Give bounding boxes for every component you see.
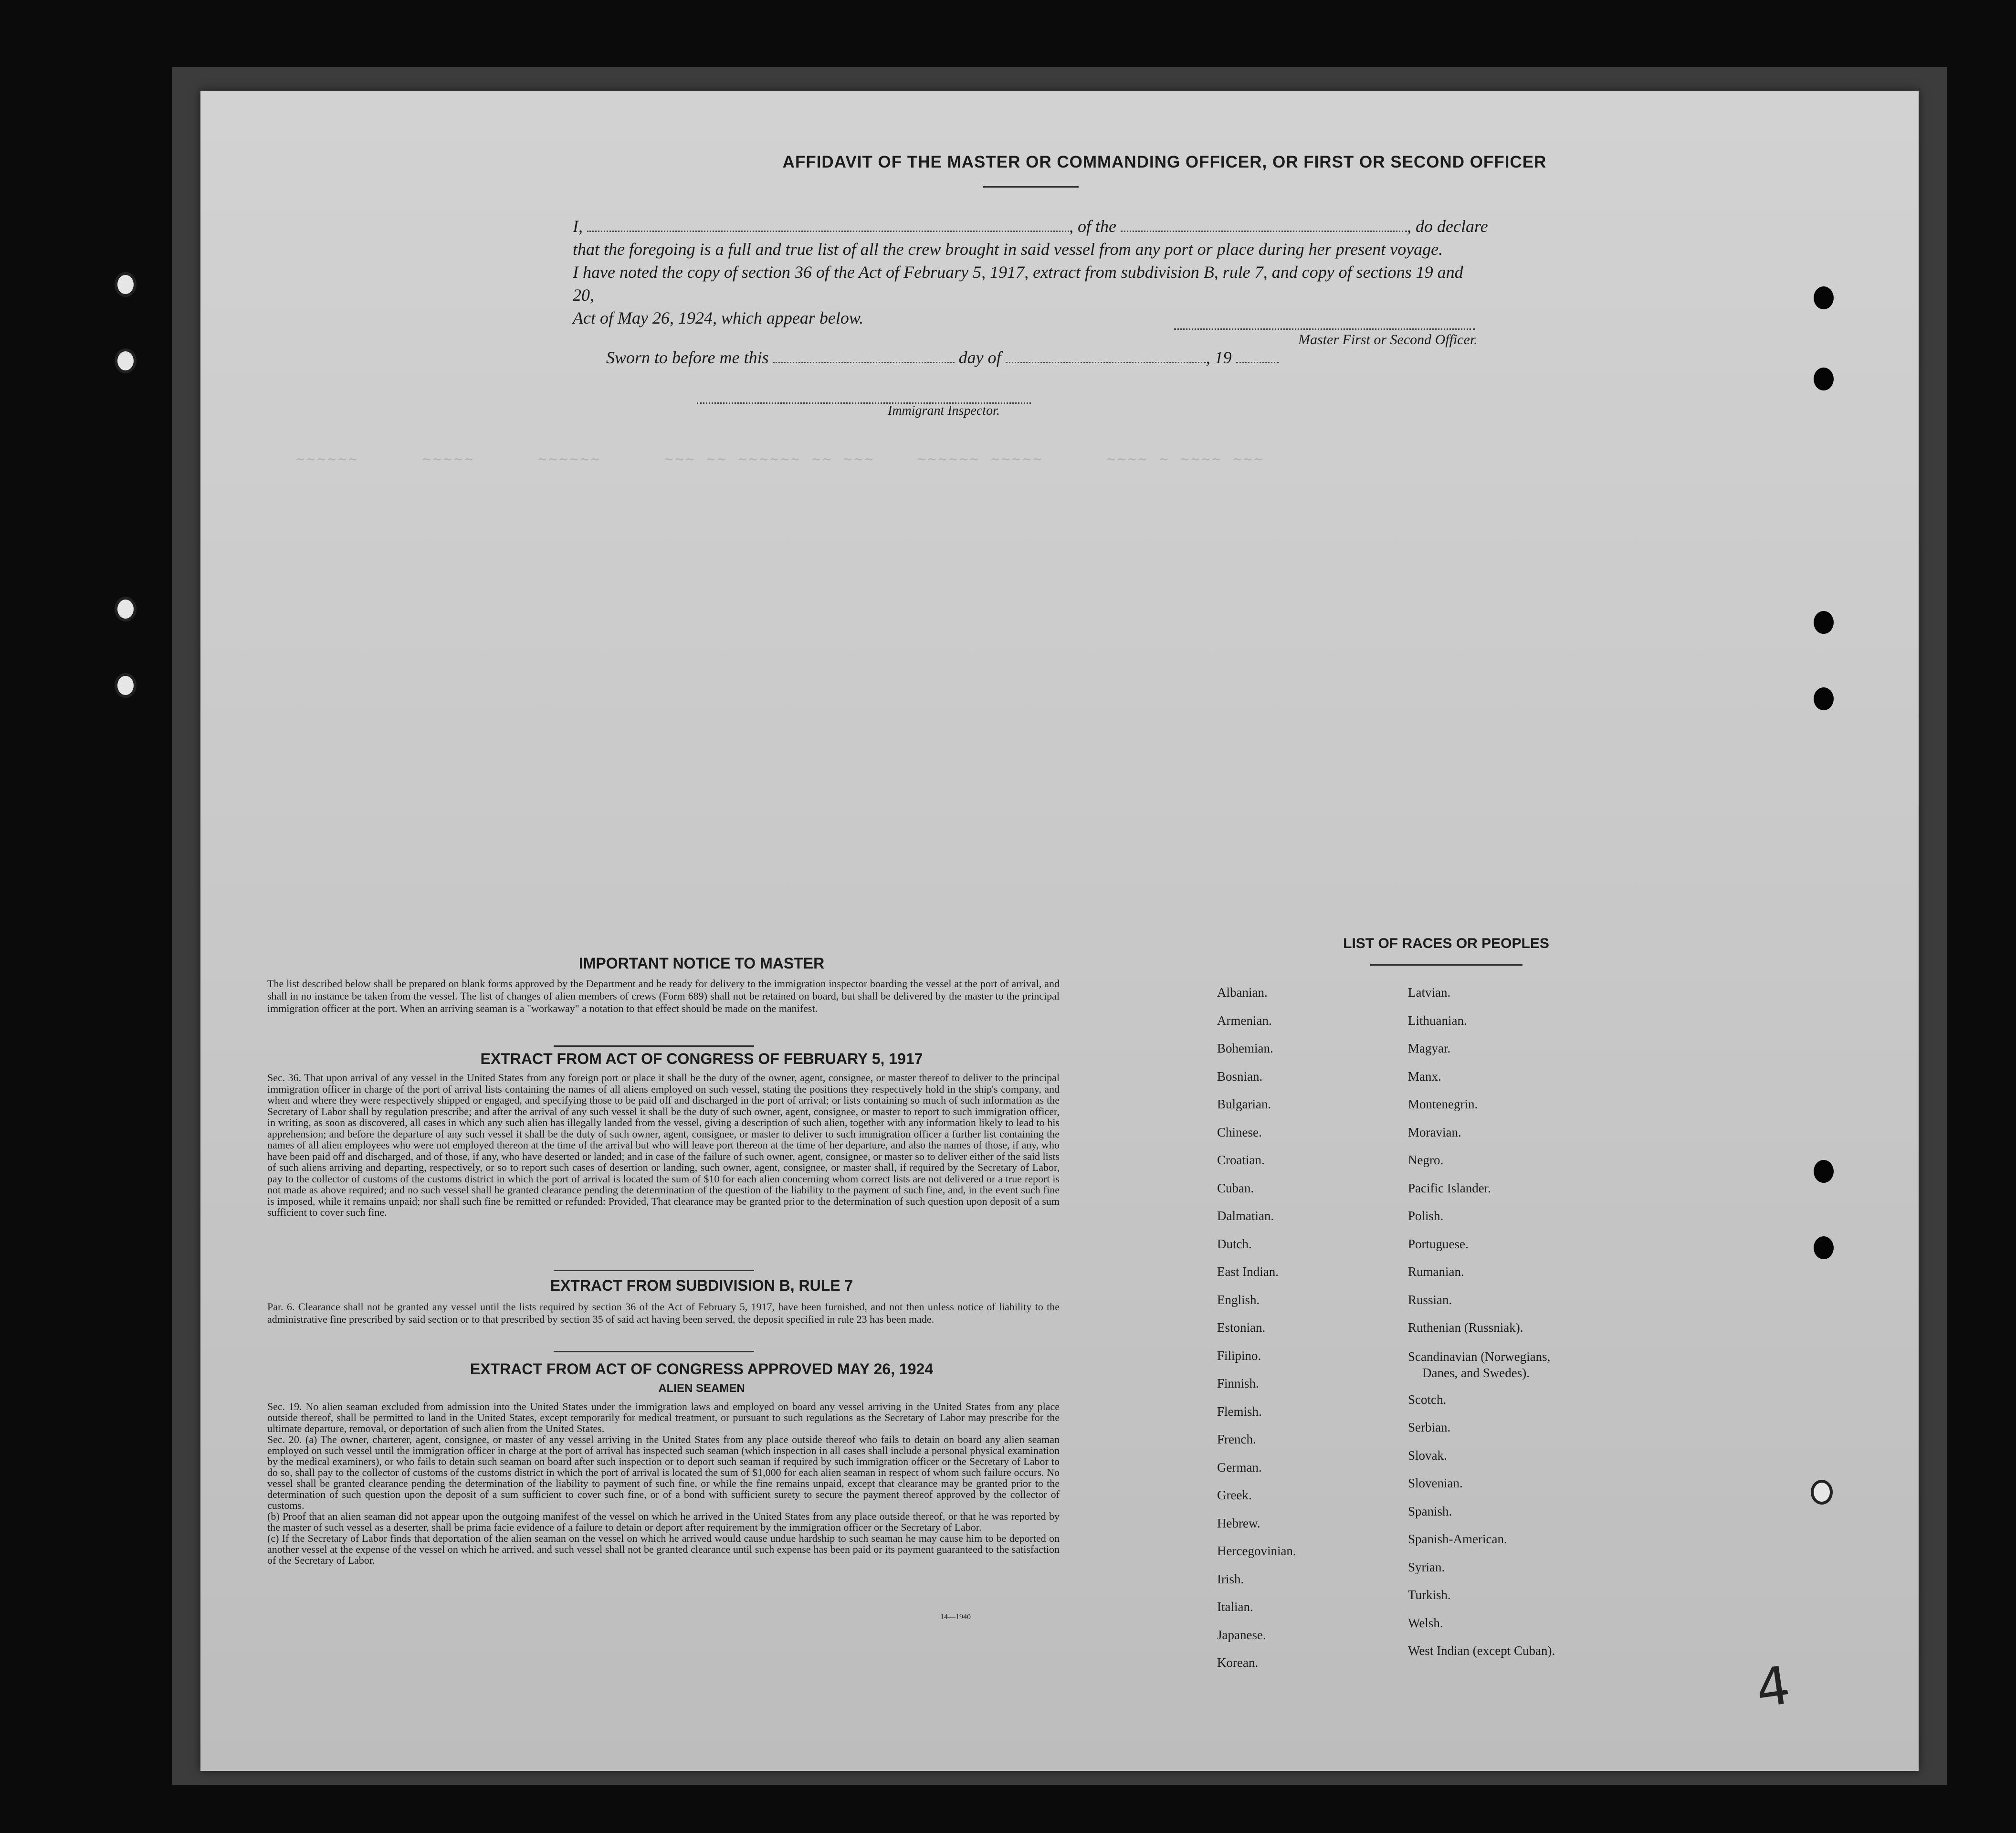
races-left-column (1217, 979, 1296, 1677)
punch-hole (1814, 286, 1834, 309)
race-item: Dalmatian. (1217, 1209, 1274, 1223)
race-item: Greek. (1217, 1488, 1252, 1502)
race-item: Dutch. (1217, 1236, 1252, 1251)
section-20c-text: (c) If the Secretary of Labor finds that deportation of the alien seaman on the vessel on which he arrived would cause undue hardship to such seaman he may cause him to be deported on another vessel at the expense of the vessel on which he arrived, and such vessel shall not be granted clearance until such expense has been paid or its payment guaranteed to the satisfaction of the Secretary of Labor. (267, 1532, 1060, 1566)
punch-hole (1814, 687, 1834, 710)
punch-hole (115, 272, 136, 297)
declarant-prefix: I, (573, 217, 583, 236)
race-item: Flemish. (1217, 1404, 1262, 1419)
punch-hole (1814, 368, 1834, 390)
race-item: Irish. (1217, 1571, 1244, 1586)
sworn-line (606, 348, 1279, 368)
race-item: Portuguese. (1408, 1236, 1469, 1251)
race-item: Filipino. (1217, 1348, 1261, 1363)
race-item: Slovenian. (1408, 1476, 1463, 1490)
race-item: Cuban. (1217, 1180, 1254, 1195)
section-20a-text: Sec. 20. (a) The owner, charterer, agent, consignee, or master of any vessel arriving in the United States from any place outside thereof who fails to detain on board any alien seaman employed on such vessel until the immigration officer in charge at the port of arrival has inspected such seaman (which inspection in all cases shall include a personal physical examination by the medical examiners), or who fails to detain such seaman on board after such inspection or to deport such seaman if required by such immigration officer or the Secretary of Labor to do so, shall pay to the collector of customs of the customs district in which the port of arrival is located the sum of $1,000 for each alien seaman in respect of whom such failure occurs. No vessel shall be granted clearance pending the determination of the liability to payment of such fine, or while the fine remains unpaid, except that clearance may be granted prior to the determination of such question upon the deposit of a sum sufficient to cover such fine, or of a bond with sufficient surety to secure the payment thereof approved by the collector of customs. (267, 1433, 1060, 1511)
master-signature-field[interactable] (1174, 315, 1475, 330)
race-item: Scotch. (1408, 1392, 1447, 1407)
race-item: Chinese. (1217, 1125, 1262, 1139)
sworn-month-field[interactable] (1006, 348, 1206, 363)
race-item: Italian. (1217, 1600, 1253, 1614)
race-item: Bosnian. (1217, 1069, 1263, 1084)
race-item: West Indian (except Cuban). (1408, 1643, 1555, 1658)
punch-hole (1814, 1236, 1834, 1259)
extract-1917-title: EXTRACT FROM ACT OF CONGRESS OF FEBRUARY 5, 1917 (480, 1050, 923, 1067)
declarant-name-field[interactable] (587, 217, 1069, 232)
notice-divider (554, 1045, 754, 1047)
handwritten-page-number: 4 (1752, 1654, 1794, 1720)
vessel-name-field[interactable] (1121, 217, 1407, 232)
of-the-text: , of the (1069, 217, 1116, 236)
race-item: Slovak. (1408, 1448, 1447, 1463)
race-item: Hebrew. (1217, 1516, 1260, 1530)
race-item: Spanish-American. (1408, 1532, 1507, 1546)
race-item: Croatian. (1217, 1153, 1265, 1167)
race-item: Albanian. (1217, 985, 1268, 1000)
form-number: 14—1940 (940, 1613, 971, 1621)
race-item: Welsh. (1408, 1615, 1443, 1630)
race-item: Montenegrin. (1408, 1097, 1478, 1111)
race-item: Estonian. (1217, 1320, 1266, 1335)
race-item: English. (1217, 1292, 1260, 1307)
declaration-line (573, 215, 1488, 238)
extract-1917-text: Sec. 36. That upon arrival of any vessel in the United States from any foreign port or place it shall be the duty of the owner, agent, consignee, or master thereof to deliver to the principal immigration officer in charge of the port of arrival lists containing the names of all aliens employed on such vessel, stating the positions they respectively hold in the ship's company, and when and where they were respectively shipped or engaged, and specifying those to be paid off and discharged in the port of arrival; or lists containing so much of such information as the Secretary of Labor shall by regulation prescribe; and after the arrival of any such vessel it shall be the duty of such owner, agent, consignee, or master to report to such immigration officer, in writing, as soon as discovered, all cases in which any such alien has illegally landed from the vessel, giving a description of such alien, together with any information likely to lead to his apprehension; and before the departure of any such vessel it shall be the duty of such owner, agent, consignee, or master to deliver to such immigration officer a further list containing the names of all alien employees who were not employed thereon at the time of the arrival but who will leave port thereon at the time of her departure, and also the names of those, if any, who have been paid off and discharged, and of those, if any, who have deserted or landed; and in case of the failure of such owner, agent, consignee, or master so to deliver either of the said lists of such aliens arriving and departing, respectively, or so to report such cases of desertion or landing, such owner, agent, consignee, or master shall, if required by the Secretary of Labor, pay to the collector of customs of the customs district in which the port of arrival is located the sum of $10 for each alien concerning whom correct lists are not delivered or a true report is not made as above required; and no such vessel shall be granted clearance pending the determination of the question of the liability to the payment of such fine, and, in the event such fine is imposed, while it remains unpaid; nor shall such fine be remitted or refunded: Provided, That clearance may be granted prior to the determination of such question upon deposit of a sum sufficient to cover such fine. (267, 1072, 1060, 1218)
punch-hole (115, 597, 136, 622)
title-divider (983, 186, 1079, 188)
punch-hole (1811, 1480, 1833, 1505)
race-item: Serbian. (1408, 1420, 1451, 1434)
race-item: Moravian. (1408, 1125, 1461, 1139)
race-item: Pacific Islander. (1408, 1180, 1491, 1195)
notice-title: IMPORTANT NOTICE TO MASTER (578, 955, 825, 972)
race-item: Scandinavian (Norwegians, (1408, 1349, 1551, 1364)
inspector-signature-label: Immigrant Inspector. (888, 403, 1000, 418)
race-item: Lithuanian. (1408, 1013, 1467, 1028)
race-item: Korean. (1217, 1655, 1259, 1670)
inspector-signature-field[interactable] (697, 389, 1031, 404)
punch-hole (1814, 1160, 1834, 1183)
year-prefix-text: , 19 (1206, 348, 1232, 367)
races-title: LIST OF RACES OR PEOPLES (1343, 936, 1549, 951)
extract-1924-subtitle: ALIEN SEAMEN (658, 1382, 745, 1395)
race-item: Rumanian. (1408, 1264, 1464, 1279)
extract-1924-sections (267, 1401, 1060, 1566)
punch-hole (115, 348, 136, 373)
extract-1924-title: EXTRACT FROM ACT OF CONGRESS APPROVED MAY 26, 1924 (470, 1360, 934, 1378)
race-item: Negro. (1408, 1153, 1444, 1167)
notice-text: The list described below shall be prepared on blank forms approved by the Department and be ready for delivery to the immigration inspector boarding the vessel at the port of arrival, and shall in no instance be taken from the vessel. The list of changes of alien members of crews (Form 689) shall not be retained on board, but shall be delivered by the master to the principal immigration officer at the port. When an arriving seaman is a "workaway" a notation to that effect should be made on the manifest. (267, 978, 1060, 1014)
declaration-text-4: Act of May 26, 1924, which appear below. (573, 308, 864, 327)
extract-1917-divider (554, 1270, 754, 1271)
do-declare-text: , do declare (1407, 217, 1488, 236)
race-item: Hercegovinian. (1217, 1544, 1296, 1558)
affidavit-body (573, 215, 1488, 329)
race-item: Bulgarian. (1217, 1097, 1271, 1111)
race-item: German. (1217, 1460, 1262, 1475)
race-item: Magyar. (1408, 1041, 1451, 1055)
race-item: East Indian. (1217, 1264, 1279, 1279)
subdivision-b-title: EXTRACT FROM SUBDIVISION B, RULE 7 (550, 1277, 853, 1294)
punch-hole (1814, 611, 1834, 634)
master-signature-label: Master First or Second Officer. (1298, 332, 1478, 348)
race-item: Polish. (1408, 1209, 1444, 1223)
section-20b-text: (b) Proof that an alien seaman did not appear upon the outgoing manifest of the vessel on which he arrived in the United States from any place outside thereof, or that he was reported by the master of such vessel as a deserter, shall be prima facie evidence of a failure to detain or deport after requirement by the immigration officer or the Secretary of Labor. (267, 1510, 1060, 1533)
affidavit-title: AFFIDAVIT OF THE MASTER OR COMMANDING OFFICER, OR FIRST OR SECOND OFFICER (782, 153, 1547, 171)
races-right-column (1408, 979, 1555, 1665)
race-item: Syrian. (1408, 1559, 1445, 1574)
sworn-text: Sworn to before me this (606, 348, 769, 367)
race-item: Armenian. (1217, 1013, 1272, 1028)
race-item: Danes, and Swedes). (1422, 1365, 1530, 1380)
declaration-text-3: I have noted the copy of section 36 of the Act of February 5, 1917, extract from subdivision B, rule 7, and copy of sections 19 and 20, (573, 263, 1463, 305)
races-divider (1370, 964, 1522, 966)
race-item: Ruthenian (Russniak). (1408, 1320, 1523, 1335)
sworn-year-field[interactable] (1236, 348, 1279, 363)
race-item: French. (1217, 1432, 1256, 1446)
section-19-text: Sec. 19. No alien seaman excluded from admission into the United States under the immigration laws and employed on board any vessel arriving in the United States from any place outside thereof, shall be permitted to land in the United States, except temporarily for medical treatment, or pursuant to such regulations as the Secretary of Labor may prescribe for the ultimate departure, removal, or deportation of such alien from the United States. (267, 1401, 1060, 1434)
race-item: Finnish. (1217, 1376, 1259, 1391)
race-item: Spanish. (1408, 1504, 1452, 1518)
race-item: Latvian. (1408, 985, 1451, 1000)
race-item: Manx. (1408, 1069, 1441, 1084)
bleed-through-columns: ~~~~~~ ~~~~~ ~~~~~~ ~~~ ~~ ~~~~~~ ~~ ~~~ ~~~~~~ ~~~~~ ~~~~ ~ ~~~~ ~~~ (296, 451, 1265, 468)
manifest-page (200, 91, 1919, 1771)
declaration-text-2: that the foregoing is a full and true list of all the crew brought in said vessel from any port or place during her present voyage. (573, 240, 1443, 259)
race-item: Turkish. (1408, 1588, 1451, 1602)
race-item: Japanese. (1217, 1627, 1266, 1642)
race-item: Bohemian. (1217, 1041, 1273, 1055)
race-item: Russian. (1408, 1292, 1452, 1307)
day-of-text: day of (958, 348, 1001, 367)
sworn-day-field[interactable] (773, 348, 955, 363)
punch-hole (115, 673, 136, 698)
subdivision-b-divider (554, 1351, 754, 1352)
subdivision-b-text: Par. 6. Clearance shall not be granted any vessel until the lists required by section 36 of the Act of February 5, 1917, have been furnished, and not then unless notice of liability to the administrative fine prescribed by said section or to that prescribed by section 35 of said act having been served, the deposit specified in rule 23 has been made. (267, 1301, 1060, 1325)
